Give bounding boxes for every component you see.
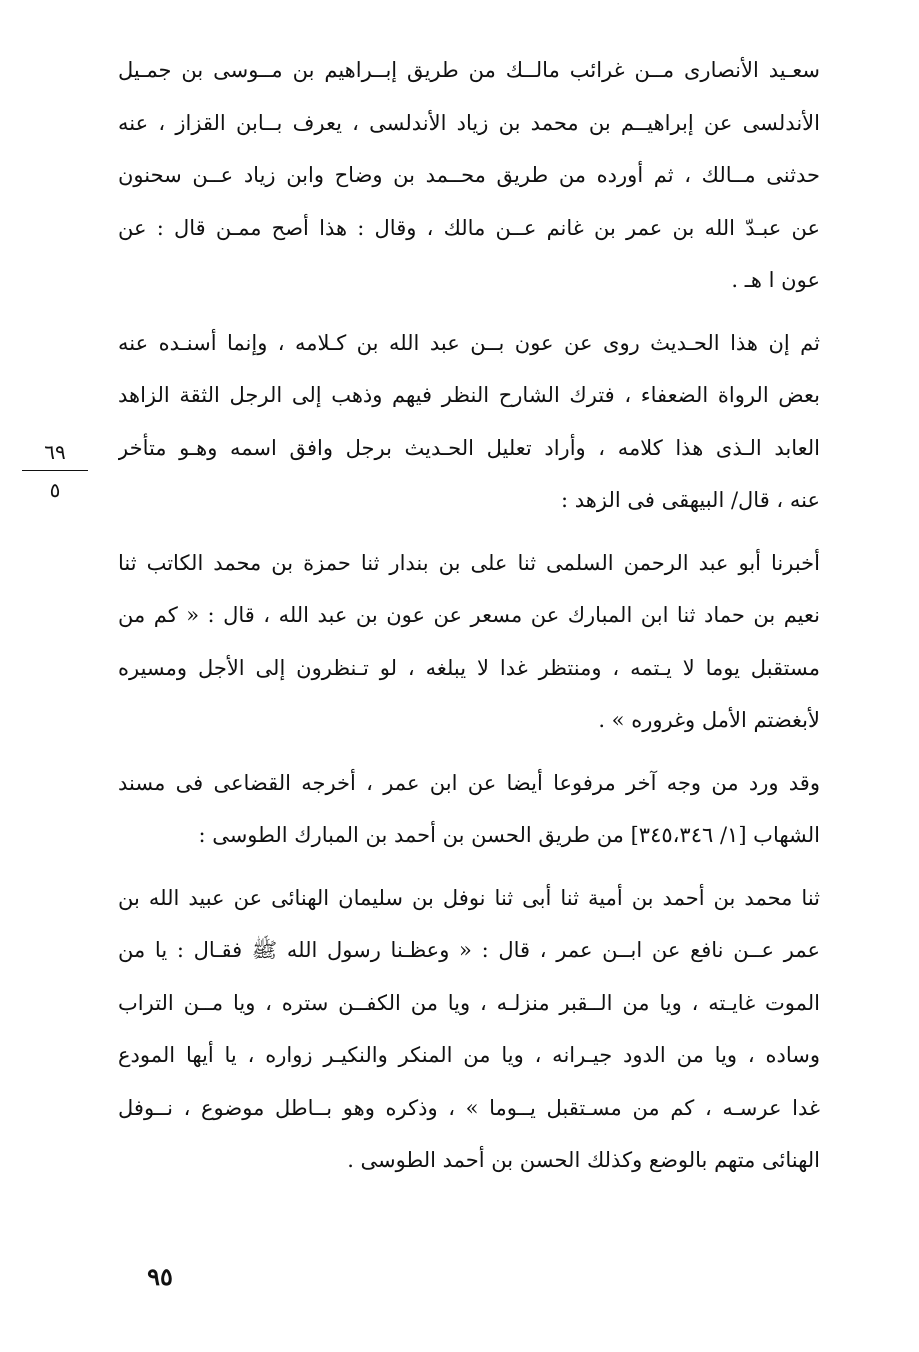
text-line: الأندلسى عن إبراهيــم بن محمد بن زياد الأندلسى ، يعرف بــابن القزاز ، عنه <box>118 110 820 135</box>
page-number: ٩٥ <box>147 1262 173 1291</box>
text-line: لأبغضتم الأمل وغروره » . <box>598 708 820 732</box>
text-line: غدا عرسـه ، كم من مسـتقبل يــوما » ، وذكره وهو بــاطل موضوع ، نــوفل <box>118 1095 820 1120</box>
paragraph-3 <box>118 537 820 747</box>
margin-reference <box>22 438 88 503</box>
text-line: نعيم بن حماد ثنا ابن المبارك عن مسعر عن عون بن عبد الله ، قال : « كم من <box>118 603 820 627</box>
margin-ref-bottom: ٥ <box>49 478 61 502</box>
text-line: الشهاب [١/ ٣٤٥،٣٤٦] من طريق الحسن بن أحمد بن المبارك الطوسى : <box>198 823 820 847</box>
text-line: ثنا محمد بن أحمد بن أمية ثنا أبى ثنا نوفل بن سليمان الهنائى عن عبيد الله بن <box>118 885 820 910</box>
text-line: عنه ، قال/ البيهقى فى الزهد : <box>561 488 820 512</box>
text-line: العابد الـذى هذا كلامه ، وأراد تعليل الحـديث برجل وافق اسمه وهـو متأخر <box>118 435 820 460</box>
text-line: وقد ورد من وجه آخر مرفوعا أيضا عن ابن عمر ، أخرجه القضاعى فى مسند <box>118 770 820 795</box>
text-line: حدثنى مــالك ، ثم أورده من طريق محــمد بن وضاح وابن زياد عــن سحنون <box>118 163 820 187</box>
text-line: عن عبـدّ الله بن عمر بن غانم عــن مالك ، وقال : هذا أصح ممـن قال : عن <box>118 215 820 240</box>
text-line: بعض الرواة الضعفاء ، فترك الشارح النظر فيهم وذهب إلى الرجل الثقة الزاهد <box>118 383 820 407</box>
text-line: سعـيد الأنصارى مــن غرائب مالــك من طريق إبــراهيم بن مــوسى بن جمـيل <box>118 58 820 82</box>
text-line: مستقبل يوما لا يـتمه ، ومنتظر غدا لا يبلغه ، لو تـنظرون إلى الأجل ومسيره <box>118 655 820 680</box>
paragraph-2 <box>118 317 820 527</box>
paragraph-5 <box>118 872 820 1187</box>
text-line: الهنائى متهم بالوضع وكذلك الحسن بن أحمد الطوسى . <box>347 1148 820 1172</box>
body-text <box>118 44 820 1197</box>
text-line: وساده ، ويا من الدود جيـرانه ، ويا من المنكر والنكيـر زواره ، يا أيها المودع <box>118 1043 820 1067</box>
margin-ref-top: ٦٩ <box>44 440 66 464</box>
text-line: أخبرنا أبو عبد الرحمن السلمى ثنا على بن بندار ثنا حمزة بن محمد الكاتب ثنا <box>118 550 820 575</box>
paragraph-4 <box>118 757 820 862</box>
margin-ref-divider <box>22 470 88 471</box>
text-line: عمر عــن نافع عن ابــن عمر ، قال : « وعظـنا رسول الله ﷺ فقـال : يا من <box>118 938 820 962</box>
paragraph-1 <box>118 44 820 307</box>
text-line: عون ا هـ . <box>731 268 820 292</box>
text-line: ثم إن هذا الحـديث روى عن عون بــن عبد الله بن كـلامه ، وإنما أسنـده عنه <box>118 330 820 355</box>
text-line: الموت غايـته ، ويا من الــقبر منزلـه ، ويا من الكفــن ستره ، ويا مــن التراب <box>118 990 820 1015</box>
